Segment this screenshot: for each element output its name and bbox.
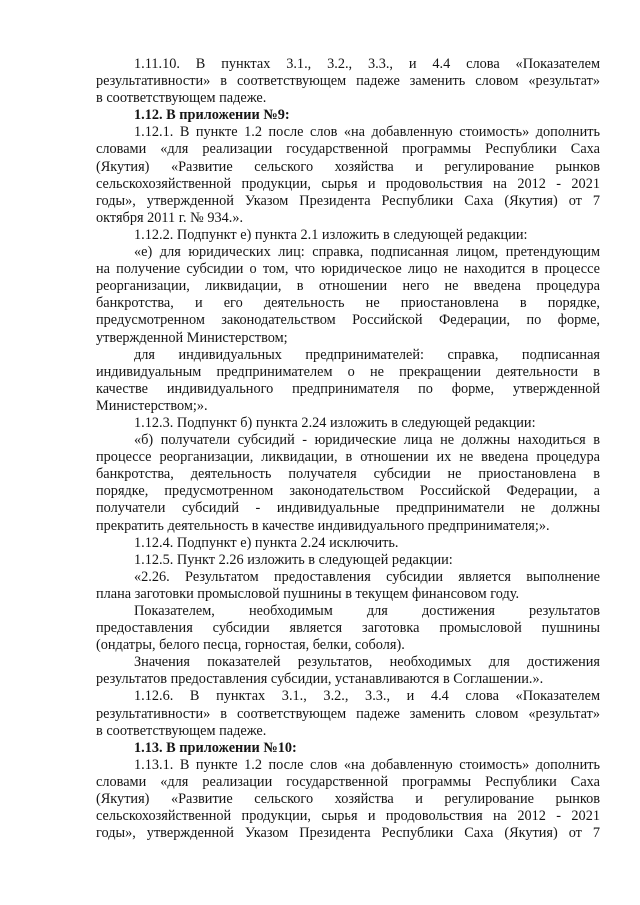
text-line: результативности» в соответствующем падеже заменить словом «результат» xyxy=(96,73,600,90)
text-line: 1.11.10. В пунктах 3.1., 3.2., 3.3., и 4.4 слова «Показателем xyxy=(134,56,600,72)
paragraph-1-12-3 xyxy=(96,415,600,432)
text-line: процессе реорганизации, ликвидации, в отношении их не введена процедура xyxy=(96,449,600,466)
text-line: Показателем, необходимым для достижения результатов xyxy=(134,603,600,619)
text-line: 1.12.4. Подпункт е) пункта 2.24 исключить. xyxy=(134,534,399,551)
text-line: октября 2011 г. № 934.». xyxy=(96,209,244,226)
quote-indicator-values xyxy=(96,654,600,688)
text-line: 1.12.2. Подпункт е) пункта 2.1 изложить в следующей редакции: xyxy=(134,226,528,243)
text-line: индивидуальным предпринимателем о не прекращении деятельности в xyxy=(96,363,600,380)
text-line: сельскохозяйственной продукции, сырья и продовольствия на 2012 - 2021 xyxy=(96,175,600,192)
text-line: качестве индивидуального предпринимателя по форме, утвержденной xyxy=(96,380,600,397)
text-line: «б) получатели субсидий - юридические лица не должны находиться в xyxy=(134,432,600,449)
document-page xyxy=(96,56,600,842)
paragraph-1-11-10 xyxy=(96,56,600,107)
text-line: 1.13.1. В пункте 1.2 после слов «на добавленную стоимость» дополнить xyxy=(134,756,600,773)
text-line: предоставления субсидии является заготовка промысловой пушнины xyxy=(96,620,600,637)
text-line: утвержденной Министерством; xyxy=(96,329,288,346)
text-line: в соответствующем падеже. xyxy=(96,90,267,107)
quote-indicator xyxy=(96,603,600,654)
text-line: получатели субсидий - индивидуальные предприниматели не должны xyxy=(96,500,600,517)
paragraph-1-12-5 xyxy=(96,552,600,569)
text-line: плана заготовки промысловой пушнины в текущем финансовом году. xyxy=(96,585,520,602)
quote-individual-entrepreneurs xyxy=(96,347,600,415)
text-line: 1.12.1. В пункте 1.2 после слов «на добавленную стоимость» дополнить xyxy=(134,124,600,141)
text-line: результатов предоставления субсидии, устанавливаются в Соглашении.». xyxy=(96,671,544,688)
text-line: банкротства, деятельность получателя субсидии не приостановлена в xyxy=(96,466,600,483)
text-line: (Якутия) «Развитие сельского хозяйства и регулирование рынков xyxy=(96,158,600,175)
text-line: для индивидуальных предпринимателей: справка, подписанная xyxy=(134,346,600,363)
text-line: на получение субсидии о том, что юридическое лицо не находится в процессе xyxy=(96,261,600,278)
text-line: 1.12.6. В пунктах 3.1., 3.2., 3.3., и 4.4 слова «Показателем xyxy=(134,688,600,705)
heading-text: 1.13. В приложении №10: xyxy=(134,739,297,756)
heading-text: 1.12. В приложении №9: xyxy=(134,107,290,124)
section-heading-1-12 xyxy=(96,107,600,124)
section-heading-1-13 xyxy=(96,740,600,757)
quote-subparagraph-b xyxy=(96,432,600,535)
text-line: результативности» в соответствующем падеже заменить словом «результат» xyxy=(96,705,600,722)
text-line: сельскохозяйственной продукции, сырья и продовольствия на 2012 - 2021 xyxy=(96,808,600,825)
text-line: (Якутия) «Развитие сельского хозяйства и регулирование рынков xyxy=(96,791,600,808)
text-line: «2.26. Результатом предоставления субсидии является выполнение xyxy=(134,568,600,585)
paragraph-1-12-2 xyxy=(96,227,600,244)
text-line: 1.12.5. Пункт 2.26 изложить в следующей редакции: xyxy=(134,551,453,568)
quote-subparagraph-e xyxy=(96,244,600,347)
quote-clause-2-26 xyxy=(96,569,600,603)
paragraph-1-13-1 xyxy=(96,757,600,842)
text-line: 1.12.3. Подпункт б) пункта 2.24 изложить в следующей редакции: xyxy=(134,414,536,431)
text-line: Министерством;». xyxy=(96,397,208,414)
paragraph-1-12-6 xyxy=(96,688,600,739)
text-line: предусмотренном законодательством Российской Федерации, по форме, xyxy=(96,312,600,329)
text-line: (ондатры, белого песца, горностая, белки, соболя). xyxy=(96,637,405,654)
text-line: банкротства, и его деятельность не приостановлена в порядке, xyxy=(96,295,600,312)
text-line: годы», утвержденной Указом Президента Республики Саха (Якутия) от 7 xyxy=(96,825,600,842)
text-line: годы», утвержденной Указом Президента Республики Саха (Якутия) от 7 xyxy=(96,192,600,209)
text-line: словами «для реализации государственной программы Республики Саха xyxy=(96,141,600,158)
text-line: порядке, предусмотренном законодательством Российской Федерации, а xyxy=(96,483,600,500)
text-line: прекратить деятельность в качестве индивидуального предпринимателя;». xyxy=(96,517,550,534)
text-line: реорганизации, ликвидации, в отношении него не введена процедура xyxy=(96,278,600,295)
text-line: «е) для юридических лиц: справка, подписанная лицом, претендующим xyxy=(134,244,600,261)
paragraph-1-12-1 xyxy=(96,124,600,227)
text-line: в соответствующем падеже. xyxy=(96,722,267,739)
paragraph-1-12-4 xyxy=(96,535,600,552)
text-line: Значения показателей результатов, необходимых для достижения xyxy=(134,654,600,671)
text-line: словами «для реализации государственной программы Республики Саха xyxy=(96,773,600,790)
